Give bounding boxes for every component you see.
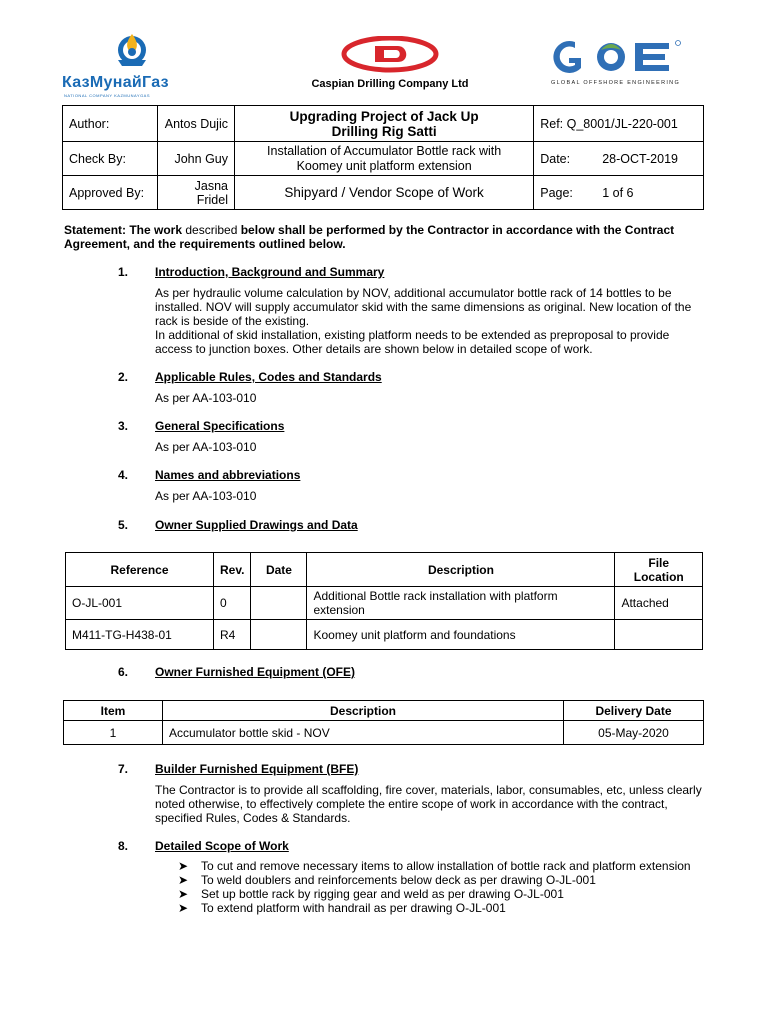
- table-cell: Koomey unit platform and foundations: [307, 620, 615, 650]
- table-cell: O-JL-001: [66, 587, 214, 620]
- table-cell: 0: [214, 587, 251, 620]
- statement-part3: below shall be performed by the Contractor in accordance with the Contract Agreement, and the requirements outlined below.: [64, 223, 675, 251]
- section-title: Names and abbreviations: [155, 468, 301, 482]
- section-body: As per AA-103-010: [155, 489, 257, 503]
- column-header: Item: [64, 701, 163, 721]
- statement: [64, 223, 704, 251]
- approved-by-label: Approved By:: [63, 176, 158, 210]
- drawings-table: [65, 552, 703, 650]
- subject-title: [235, 142, 534, 176]
- cdc-emblem-icon: [280, 36, 500, 76]
- file-location-header-text: File Location: [633, 555, 684, 584]
- section-1-paragraph-1: As per hydraulic volume calculation by NOV, additional accumulator bottle rack of 14 bottles to be installed. NOV will supply accumulator skid with the same dimensions as original. New location of the rack is beside of the existing.: [155, 286, 692, 328]
- table-cell: Accumulator bottle skid - NOV: [163, 721, 564, 745]
- caspian-drilling-logo: [280, 36, 500, 96]
- list-item-text: To cut and remove necessary items to allow installation of bottle rack and platform extension: [201, 859, 691, 873]
- arrow-bullet-icon: ➤: [178, 873, 189, 887]
- scope-list: [178, 859, 698, 915]
- date-value: 28-OCT-2019: [594, 142, 703, 176]
- section-title: General Specifications: [155, 419, 285, 433]
- page-label: Page:: [534, 176, 595, 210]
- arrow-bullet-icon: ➤: [178, 859, 189, 873]
- column-header: [615, 553, 703, 587]
- section-number: 6.: [118, 665, 129, 679]
- arrow-bullet-icon: ➤: [178, 887, 189, 901]
- page-value: 1 of 6: [594, 176, 703, 210]
- check-by-value: John Guy: [158, 142, 235, 176]
- subject-line1: Installation of Accumulator Bottle rack with: [267, 143, 502, 158]
- project-title-line2: Drilling Rig Satti: [331, 123, 437, 139]
- reference-number: Ref: Q_8001/JL-220-001: [534, 106, 704, 142]
- column-header: Reference: [66, 553, 214, 587]
- arrow-bullet-icon: ➤: [178, 901, 189, 915]
- table-cell: 05-May-2020: [564, 721, 704, 745]
- section-number: 4.: [118, 468, 129, 482]
- author-value: Antos Dujic: [158, 106, 235, 142]
- column-header: Date: [251, 553, 307, 587]
- ofe-table: [63, 700, 704, 745]
- section-number: 2.: [118, 370, 129, 384]
- table-cell: R4: [214, 620, 251, 650]
- section-body: [155, 286, 703, 356]
- project-title: [235, 106, 534, 142]
- table-cell: 1: [64, 721, 163, 745]
- cdc-company-name: Caspian Drilling Company Ltd: [311, 78, 469, 90]
- date-label: Date:: [534, 142, 595, 176]
- section-body: As per AA-103-010: [155, 391, 257, 405]
- section-number: 1.: [118, 265, 129, 279]
- table-cell: [251, 620, 307, 650]
- column-header: Description: [163, 701, 564, 721]
- goe-letters-icon: [545, 38, 695, 78]
- table-cell: Additional Bottle rack installation with platform extension: [307, 587, 615, 620]
- section-number: 3.: [118, 419, 129, 433]
- column-header: Rev.: [214, 553, 251, 587]
- section-title: Builder Furnished Equipment (BFE): [155, 762, 359, 776]
- document-header-table: [62, 105, 704, 210]
- section-title: Owner Furnished Equipment (OFE): [155, 665, 356, 679]
- project-title-line1: Upgrading Project of Jack Up: [289, 108, 479, 124]
- statement-part2: described: [185, 223, 238, 237]
- table-row: [66, 620, 703, 650]
- goe-logo: [545, 38, 695, 93]
- column-header: Description: [307, 553, 615, 587]
- goe-logo-subtext: GLOBAL OFFSHORE ENGINEERING: [551, 80, 681, 86]
- list-item: [178, 873, 698, 887]
- section-body: As per AA-103-010: [155, 440, 257, 454]
- check-by-label: Check By:: [63, 142, 158, 176]
- approved-by-value: Jasna Fridel: [158, 176, 235, 210]
- statement-part1: Statement: The work: [64, 223, 186, 237]
- table-row: [64, 721, 704, 745]
- table-cell: Attached: [615, 587, 703, 620]
- subject-line2: Koomey unit platform extension: [296, 158, 472, 173]
- table-row: [66, 587, 703, 620]
- list-item-text: To extend platform with handrail as per drawing O-JL-001: [201, 901, 506, 915]
- section-number: 8.: [118, 839, 129, 853]
- column-header: Delivery Date: [564, 701, 704, 721]
- table-cell: [615, 620, 703, 650]
- section-number: 5.: [118, 518, 129, 532]
- section-title: Introduction, Background and Summary: [155, 265, 385, 279]
- kmg-logo-subtext: NATIONAL COMPANY KAZMUNAYGAS: [64, 93, 151, 98]
- list-item: [178, 901, 698, 915]
- scope-title: Shipyard / Vendor Scope of Work: [235, 176, 534, 210]
- list-item: [178, 887, 698, 901]
- section-title: Applicable Rules, Codes and Standards: [155, 370, 382, 384]
- section-body: The Contractor is to provide all scaffolding, fire cover, materials, labor, consumables, etc, unless clearly noted otherwise, to effectively complete the entire scope of work in accordance with the contract, specified Rules, Codes & Standards.: [155, 783, 702, 825]
- kazmunaygaz-emblem-icon: [62, 30, 212, 76]
- list-item-text: To weld doublers and reinforcements below deck as per drawing O-JL-001: [201, 873, 596, 887]
- kmg-logo-text: КазМунайГаз: [62, 74, 169, 91]
- section-title: Detailed Scope of Work: [155, 839, 289, 853]
- list-item-text: Set up bottle rack by rigging gear and weld as per drawing O-JL-001: [201, 887, 564, 901]
- section-number: 7.: [118, 762, 129, 776]
- author-label: Author:: [63, 106, 158, 142]
- table-cell: M411-TG-H438-01: [66, 620, 214, 650]
- section-1-paragraph-2: In additional of skid installation, existing platform needs to be extended as preproposal to provide access to junction boxes. Other details are shown below in detailed scope of work.: [155, 328, 670, 356]
- table-cell: [251, 587, 307, 620]
- list-item: [178, 859, 698, 873]
- section-title: Owner Supplied Drawings and Data: [155, 518, 358, 532]
- kazmunaygaz-logo: [62, 30, 212, 98]
